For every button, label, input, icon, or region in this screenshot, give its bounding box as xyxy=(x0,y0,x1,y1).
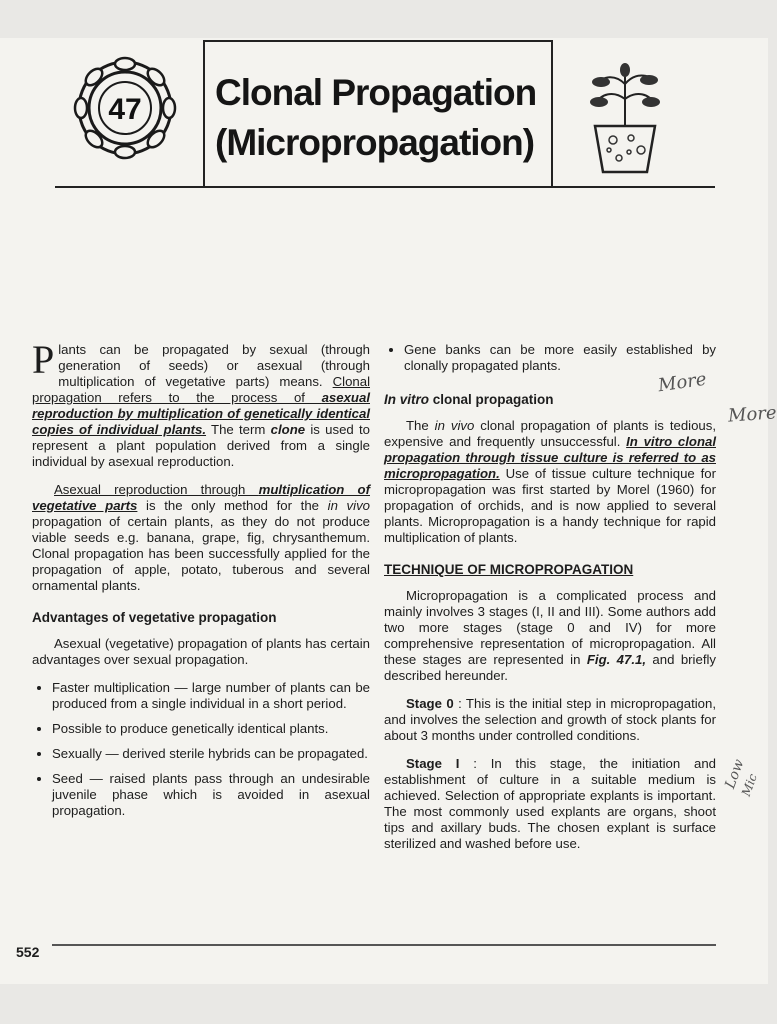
technique-heading: TECHNIQUE OF MICROPROPAGATION xyxy=(384,562,634,577)
invitro-heading-rest: clonal propagation xyxy=(429,392,554,407)
figure-reference: Fig. 47.1, xyxy=(586,652,647,667)
drop-cap: P xyxy=(32,337,55,382)
chapter-number-badge xyxy=(69,52,181,164)
chapter-title-line2: (Micropropagation) xyxy=(215,122,535,163)
invitro-paragraph xyxy=(384,418,716,546)
stage0-label: Stage 0 xyxy=(406,696,454,711)
list-item: • Seed — raised plants pass through an undesirable juvenile phase which is avoided in asexual propagation. xyxy=(52,771,370,819)
header-divider-right xyxy=(551,40,553,186)
list-item: • Faster multiplication — large number of plants can be produced from a single individual in a short period. xyxy=(52,680,370,712)
chapter-title-box xyxy=(205,40,551,188)
handwritten-note: Low xyxy=(722,757,748,791)
stage0-paragraph xyxy=(384,696,716,744)
stage0-text: : This is the initial step in micropropagation, and involves the selection and growth of stock plants for about 3 months under controlled conditions. xyxy=(384,696,716,743)
asexual-invivo: in vivo xyxy=(327,498,370,513)
advantages-intro: Asexual (vegetative) propagation of plants has certain advantages over sexual propagation. xyxy=(32,636,370,667)
intro-definition: asexual reproduction by multiplication of genetically identical copies of individual plants. xyxy=(32,390,370,437)
asexual-text-1: Asexual reproduction through xyxy=(54,482,259,497)
invitro-text-3: clonal propagation of plants is tedious, expensive and frequently unsuccessful. xyxy=(384,418,717,449)
intro-text-4: The term xyxy=(206,422,271,437)
stage1-paragraph xyxy=(384,756,716,852)
stage1-label: Stage I xyxy=(406,756,460,771)
intro-text-1: lants can be propagated by sexual (through generation of seeds) or asexual (through multiplication of vegetative parts) means. xyxy=(58,342,370,389)
chapter-number: 47 xyxy=(108,93,142,126)
intro-paragraph xyxy=(32,337,370,470)
list-item: • Sexually — derived sterile hybrids can be propagated. xyxy=(52,746,370,762)
right-column xyxy=(384,342,716,864)
invitro-invivo: in vivo xyxy=(434,418,475,433)
invitro-text-5: Use of tissue culture technique for micropropagation was first started by Morel (1960) for propagation of orchids, and is now applied to several plants. Micropropagation is a handy technique for rapid multiplication of plants. xyxy=(384,466,716,545)
list-item: • Possible to produce genetically identical plants. xyxy=(52,721,370,737)
advantages-heading: Advantages of vegetative propagation xyxy=(32,610,277,625)
list-item: • Gene banks can be more easily established by clonally propagated plants. xyxy=(404,342,716,374)
page-number: 552 xyxy=(16,944,40,960)
potted-plant-icon xyxy=(585,54,665,176)
technique-paragraph xyxy=(384,588,716,684)
technique-text-1: Micropropagation is a complicated process and mainly involves 3 stages (I, II and III). Some authors add two more stages (stage 0 and IV) for more comprehensive representation of micropropagation. All these stages are represented in xyxy=(384,588,716,667)
asexual-text-3: is the only method for the xyxy=(137,498,328,513)
asexual-paragraph xyxy=(32,482,370,594)
handwritten-note: More xyxy=(727,402,777,427)
left-column xyxy=(32,337,370,828)
invitro-heading-italic: In vitro xyxy=(384,392,430,407)
asexual-emphasis: multiplication of vegetative parts xyxy=(32,482,370,513)
invitro-text-1: The xyxy=(406,418,435,433)
chapter-header xyxy=(55,40,715,188)
intro-text-6: is used to represent a plant population derived from a single individual by asexual reproduction. xyxy=(32,422,370,469)
stage1-text: : In this stage, the initiation and establishment of culture in a suitable medium is achieved. Selection of appropriate explants is important. The most commonly used explants are organs, shoot tips and axillary buds. The chosen explant is surface sterilized and washed before use. xyxy=(384,756,716,851)
chapter-title-line1: Clonal Propagation xyxy=(215,72,537,113)
term-clone: clone xyxy=(270,422,306,437)
intro-text-2: Clonal propagation refers to the process of xyxy=(32,374,370,405)
handwritten-note: Mic xyxy=(738,771,760,799)
invitro-definition: In vitro clonal propagation through tissue culture is referred to as micropropagation. xyxy=(384,434,716,481)
asexual-text-5: propagation of certain plants, as they do not produce viable seeds e.g. banana, grape, fig, chrysanthemum. Clonal propagation has been successfully applied for the propagation of apple, potato, tuberous and several ornamental plants. xyxy=(32,514,370,593)
gene-bank-list xyxy=(384,342,716,374)
advantages-list xyxy=(32,680,370,819)
footer-rule xyxy=(52,944,716,946)
technique-text-2: and briefly described hereunder. xyxy=(384,652,717,683)
handwritten-note: More xyxy=(656,368,708,397)
